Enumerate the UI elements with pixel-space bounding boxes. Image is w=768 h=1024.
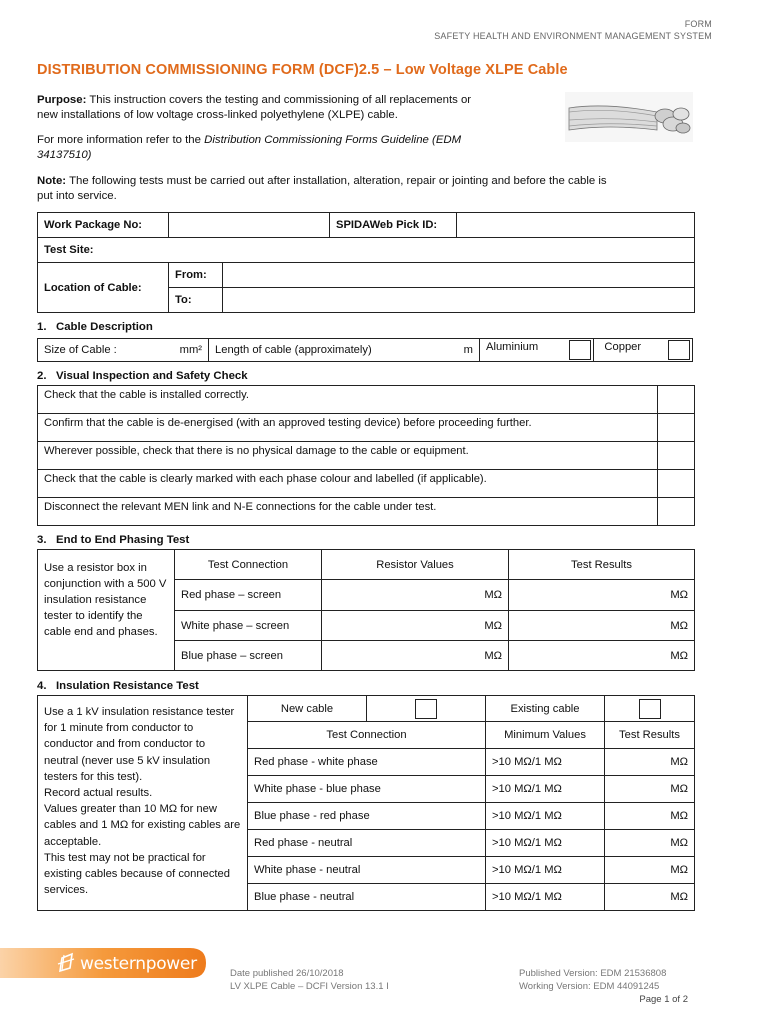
inspection-check[interactable]: [658, 442, 695, 470]
minimum-value: >10 MΩ/1 MΩ: [486, 830, 605, 857]
phasing-instructions: Use a resistor box in conjunction with a 500 V insulation resistance tester to identify the cable end and phases.: [38, 550, 175, 671]
insulation-result-field[interactable]: [605, 749, 695, 776]
new-cable-check-cell: [367, 696, 486, 722]
minimum-value: >10 MΩ/1 MΩ: [486, 749, 605, 776]
insulation-result-field[interactable]: [605, 830, 695, 857]
size-of-cable-cell[interactable]: [38, 339, 209, 362]
test-site-label: Test Site:: [44, 244, 94, 256]
footer-left: [230, 967, 389, 993]
to-field[interactable]: [223, 288, 695, 313]
date-published: Date published 26/10/2018: [230, 968, 344, 979]
unit-label: MΩ: [670, 589, 688, 601]
details-table: [37, 212, 695, 263]
inspection-check[interactable]: [658, 414, 695, 442]
unit-label: MΩ: [670, 619, 688, 632]
cable-illustration: [565, 90, 695, 144]
inspection-item: Wherever possible, check that there is no physical damage to the cable or equipment.: [38, 442, 658, 470]
section2-heading: 2. Visual Inspection and Safety Check: [37, 370, 248, 382]
insulation-result-field[interactable]: [605, 857, 695, 884]
existing-cable-check-cell: [605, 696, 695, 722]
spidaweb-field[interactable]: [457, 213, 695, 238]
minimum-value: >10 MΩ/1 MΩ: [486, 803, 605, 830]
published-version: Published Version: EDM 21536808: [519, 968, 667, 979]
unit-label: MΩ: [670, 891, 688, 903]
page-number: Page 1 of 2: [639, 994, 688, 1005]
inspection-check[interactable]: [658, 470, 695, 498]
size-unit: mm²: [179, 344, 202, 356]
section3-heading: 3. End to End Phasing Test: [37, 534, 190, 546]
unit-label: MΩ: [484, 649, 502, 662]
from-label: From:: [169, 263, 223, 288]
section1-heading: 1. Cable Description: [37, 321, 153, 333]
note-line1: The following tests must be carried out after installation, alteration, repair or jointing and before the cable is: [69, 175, 607, 187]
note-line2: put into service.: [37, 190, 117, 202]
westernpower-logo: [0, 944, 206, 982]
page-title: DISTRIBUTION COMMISSIONING FORM (DCF)2.5 – Low Voltage XLPE Cable: [37, 62, 568, 78]
minimum-value: >10 MΩ/1 MΩ: [486, 857, 605, 884]
insulation-result-field[interactable]: [605, 776, 695, 803]
insulation-connection: Blue phase - neutral: [248, 884, 486, 911]
inspection-item: Check that the cable is clearly marked with each phase colour and labelled (if applicable).: [38, 470, 658, 498]
insulation-result-field[interactable]: [605, 884, 695, 911]
resistor-value-field[interactable]: [322, 641, 509, 671]
copper-cell: [594, 339, 693, 362]
doc-version: LV XLPE Cable – DCFI Version 13.1 I: [230, 981, 389, 992]
existing-cable-label: Existing cable: [486, 696, 605, 722]
col-minimum-values: Minimum Values: [486, 722, 605, 749]
brand-name: westernpower: [80, 954, 197, 974]
phasing-test-table: [37, 549, 695, 671]
minimum-value: >10 MΩ/1 MΩ: [486, 776, 605, 803]
phasing-connection: Red phase – screen: [175, 580, 322, 611]
length-unit: m: [463, 344, 473, 356]
footer-right: [519, 967, 666, 993]
unit-label: MΩ: [484, 589, 502, 601]
instruction-p4: This test may not be practical for existing cables because of connected services.: [44, 851, 230, 897]
inspection-item: Confirm that the cable is de-energised (with an approved testing device) before proceeding further.: [38, 414, 658, 442]
purpose-label: Purpose:: [37, 94, 87, 106]
existing-cable-checkbox[interactable]: [639, 699, 661, 719]
unit-label: MΩ: [670, 837, 688, 849]
insulation-instructions: [38, 696, 248, 911]
resistor-value-field[interactable]: [322, 611, 509, 641]
aluminium-label: Aluminium: [486, 340, 539, 353]
aluminium-checkbox[interactable]: [569, 340, 591, 360]
aluminium-cell: [480, 339, 594, 362]
more-info-prefix: For more information refer to the: [37, 134, 205, 146]
phasing-connection: White phase – screen: [175, 611, 322, 641]
inspection-item: Disconnect the relevant MEN link and N-E connections for the cable under test.: [38, 498, 658, 526]
insulation-result-field[interactable]: [605, 803, 695, 830]
test-result-field[interactable]: [509, 641, 695, 671]
spidaweb-label: SPIDAWeb Pick ID:: [330, 213, 457, 238]
col-test-results: Test Results: [509, 550, 695, 580]
insulation-connection: Blue phase - red phase: [248, 803, 486, 830]
instruction-p1: Use a 1 kV insulation resistance tester for 1 minute from conductor to conductor and from conductor to neutral (never use 5 kV insulation testers for this test).: [44, 706, 235, 783]
visual-inspection-table: [37, 385, 695, 526]
insulation-connection: White phase - neutral: [248, 857, 486, 884]
location-label: Location of Cable:: [38, 263, 169, 313]
form-label: FORM: [684, 19, 712, 29]
col-test-results: Test Results: [605, 722, 695, 749]
work-package-label: Work Package No:: [38, 213, 169, 238]
cable-description-table: [37, 338, 693, 362]
phasing-connection: Blue phase – screen: [175, 641, 322, 671]
inspection-check[interactable]: [658, 498, 695, 526]
col-test-connection: Test Connection: [175, 550, 322, 580]
guideline-edm: 34137510): [37, 149, 92, 161]
col-resistor-values: Resistor Values: [322, 550, 509, 580]
insulation-connection: White phase - blue phase: [248, 776, 486, 803]
guideline-reference: Distribution Commissioning Forms Guideline (EDM: [204, 134, 462, 146]
unit-label: MΩ: [670, 649, 688, 662]
col-test-connection: Test Connection: [248, 722, 486, 749]
form-header: [434, 18, 712, 42]
unit-label: MΩ: [670, 783, 688, 795]
note-label: Note:: [37, 175, 67, 187]
work-package-field[interactable]: [169, 213, 330, 238]
from-field[interactable]: [223, 263, 695, 288]
unit-label: MΩ: [670, 864, 688, 876]
instruction-p2: Record actual results.: [44, 787, 153, 800]
purpose-paragraph: [37, 93, 557, 123]
to-label: To:: [169, 288, 223, 313]
minimum-value: >10 MΩ/1 MΩ: [486, 884, 605, 911]
section4-heading: 4. Insulation Resistance Test: [37, 680, 199, 692]
unit-label: MΩ: [670, 756, 688, 768]
unit-label: MΩ: [484, 619, 502, 632]
test-site-field[interactable]: [38, 238, 695, 263]
unit-label: MΩ: [670, 810, 688, 822]
new-cable-label: New cable: [248, 696, 367, 722]
purpose-line2: new installations of low voltage cross-linked polyethylene (XLPE) cable.: [37, 109, 398, 121]
working-version: Working Version: EDM 44091245: [519, 981, 660, 992]
instruction-p3: Values greater than 10 MΩ for new cables and 1 MΩ for existing cables are acceptable.: [44, 803, 241, 848]
size-label: Size of Cable :: [44, 344, 117, 356]
copper-checkbox[interactable]: [668, 340, 690, 360]
test-result-field[interactable]: [509, 580, 695, 611]
more-info-paragraph: [37, 133, 557, 163]
inspection-check[interactable]: [658, 386, 695, 414]
note-paragraph: [37, 174, 717, 204]
location-table: [37, 262, 695, 313]
copper-label: Copper: [604, 340, 642, 353]
system-name: SAFETY HEALTH AND ENVIRONMENT MANAGEMENT SYSTEM: [434, 31, 712, 41]
inspection-item: Check that the cable is installed correctly.: [38, 386, 658, 414]
insulation-test-table: [37, 695, 695, 911]
insulation-connection: Red phase - neutral: [248, 830, 486, 857]
length-cell[interactable]: [209, 339, 480, 362]
purpose-line1: This instruction covers the testing and commissioning of all replacements or: [89, 94, 472, 106]
new-cable-checkbox[interactable]: [415, 699, 437, 719]
test-result-field[interactable]: [509, 611, 695, 641]
resistor-value-field[interactable]: [322, 580, 509, 611]
length-label: Length of cable (approximately): [215, 344, 372, 356]
insulation-connection: Red phase - white phase: [248, 749, 486, 776]
